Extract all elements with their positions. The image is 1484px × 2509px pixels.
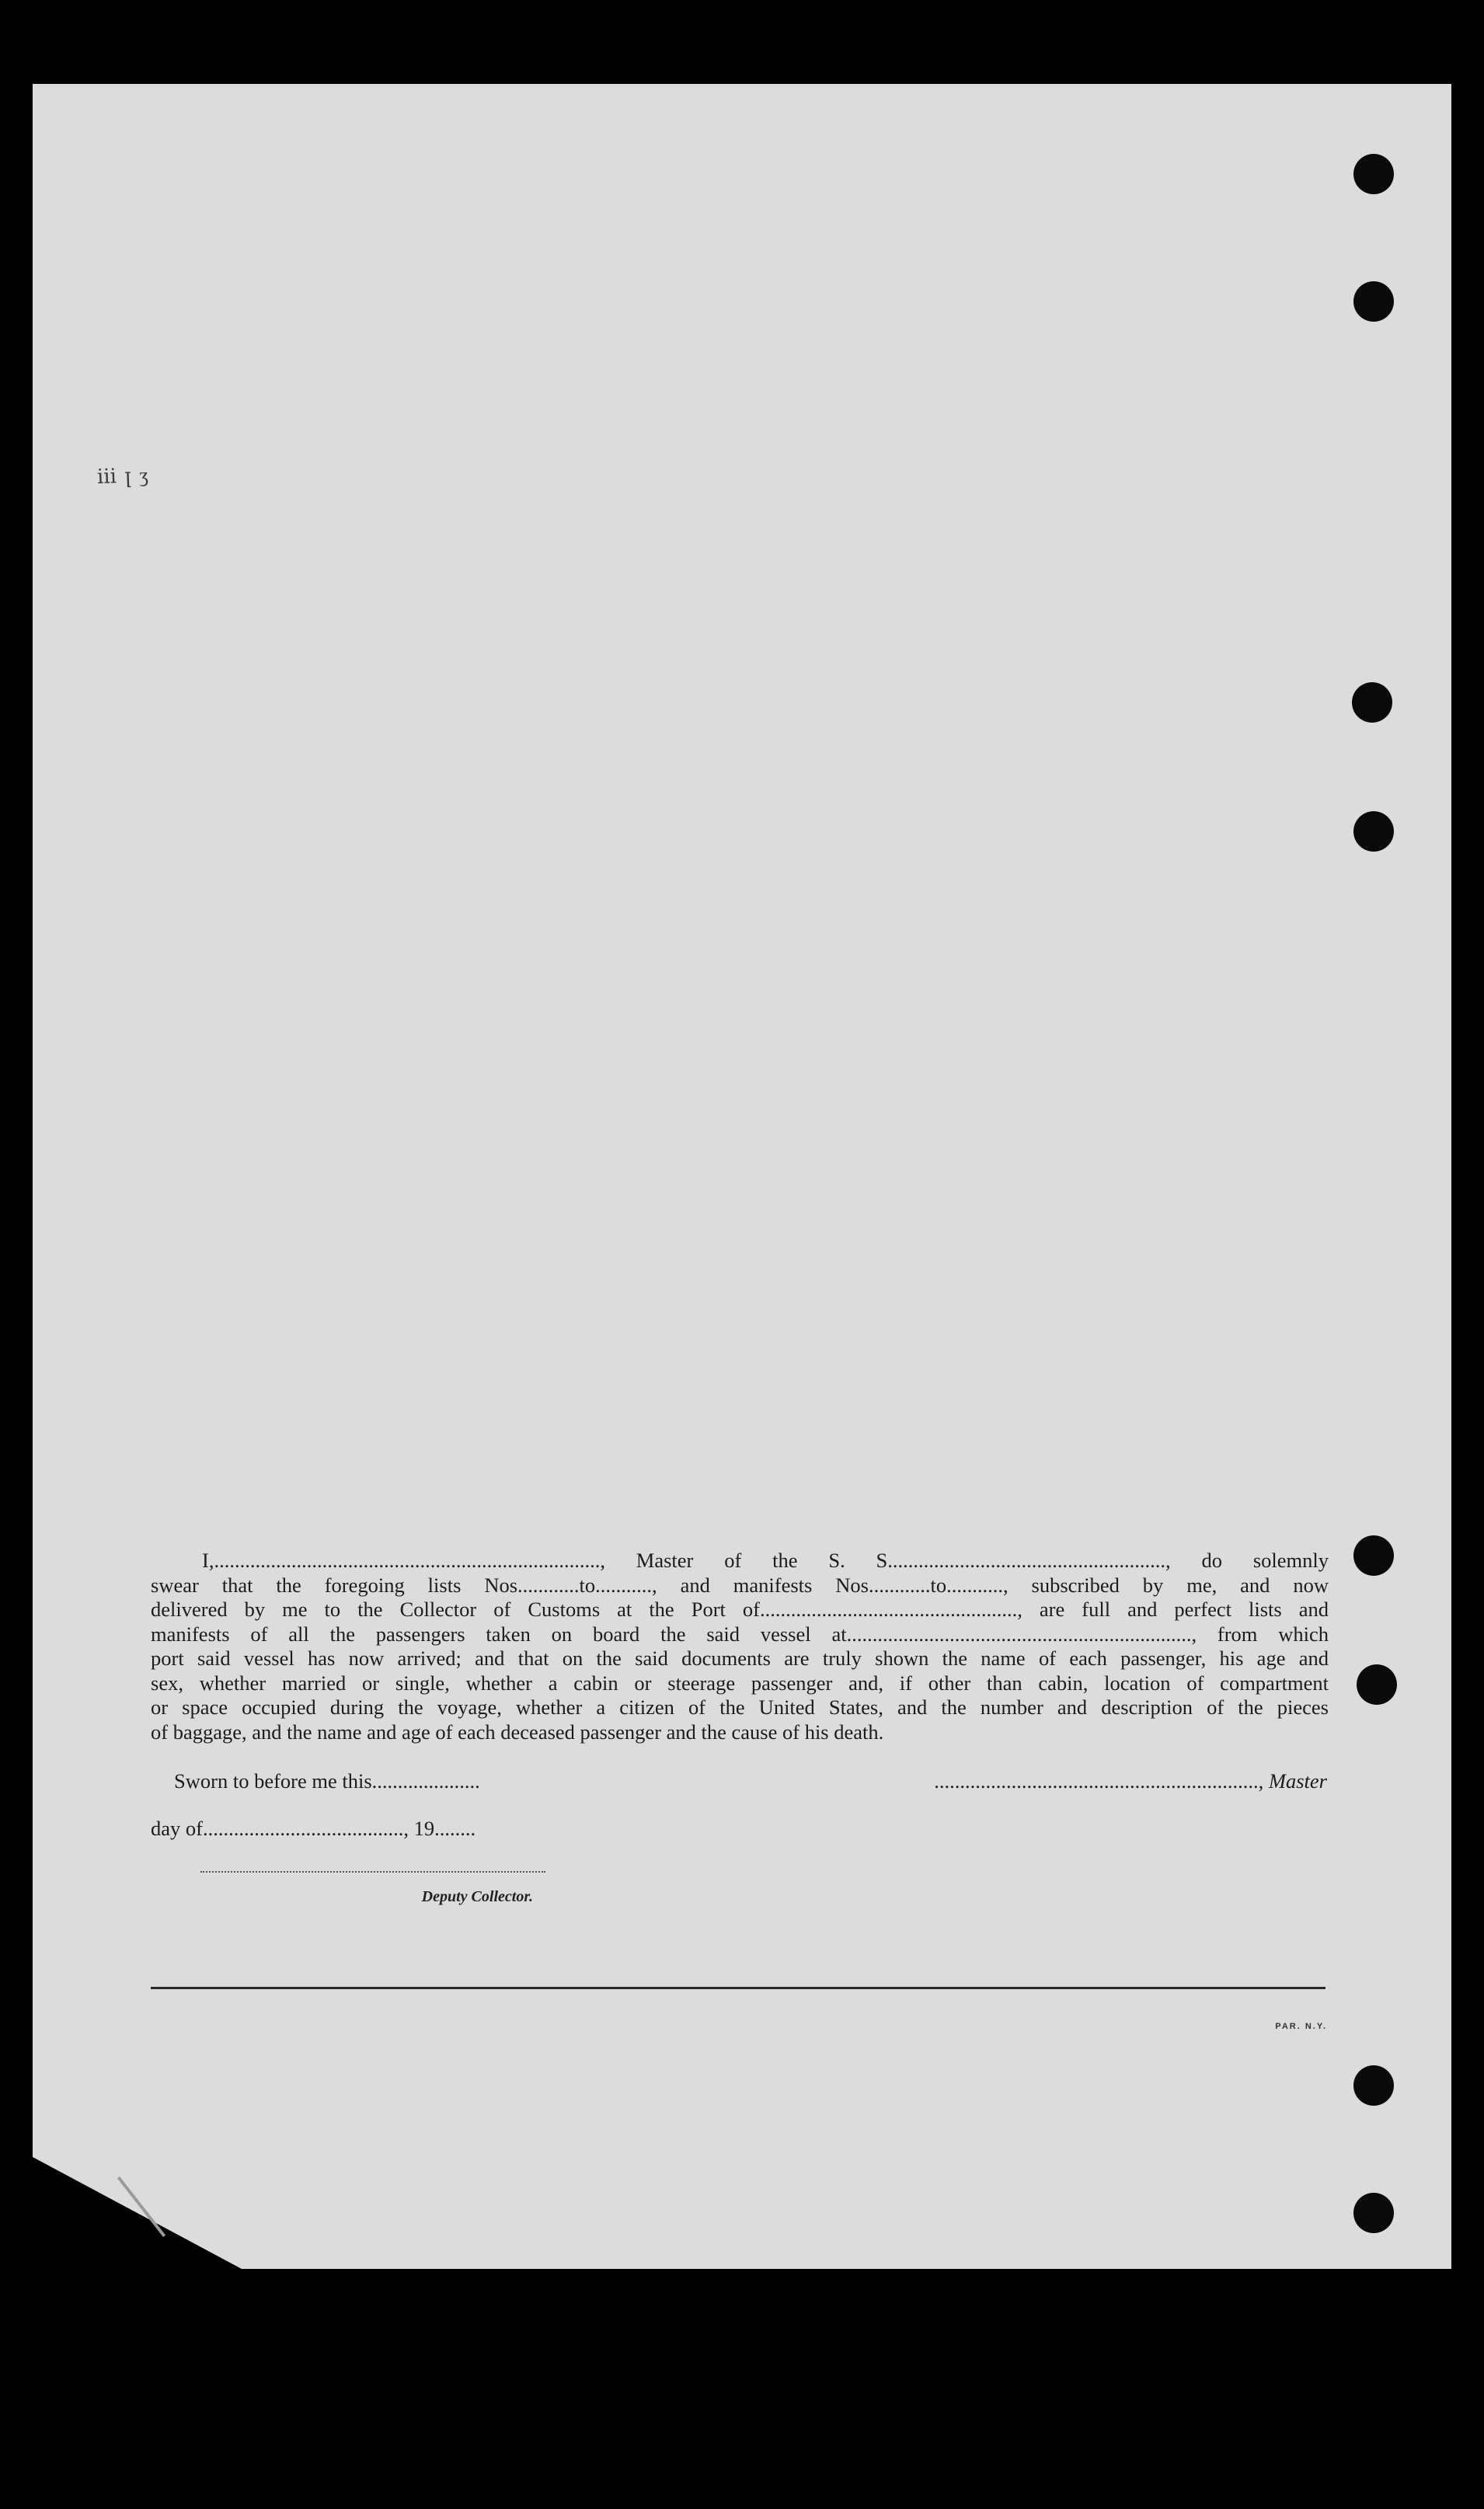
- oath-paragraph: [151, 1549, 1329, 1744]
- oath-line: sex, whether married or single, whether a cabin or steerage passenger and, if other than cabin, location of compartment: [151, 1671, 1329, 1695]
- margin-mark: ⅲ ꞁ ʒ: [96, 463, 151, 489]
- master-signature-dots: ...............................................................,: [934, 1769, 1269, 1793]
- punch-hole: [1353, 1535, 1394, 1576]
- oath-line: or space occupied during the voyage, whether a citizen of the United States, and the number and description of the pieces: [151, 1695, 1329, 1719]
- oath-line: I,..........................................................................., Master of the S. S......................................................, do solemnly: [202, 1549, 1329, 1572]
- oath-line: manifests of all the passengers taken on board the said vessel at..................................................................., from which: [151, 1622, 1329, 1646]
- master-signature-line: [844, 1769, 1327, 1793]
- printer-mark: PAR. N.Y.: [1275, 2022, 1327, 2031]
- oath-line: delivered by me to the Collector of Customs at the Port of.................................................., are full and perfect lists and: [151, 1598, 1329, 1621]
- punch-hole: [1352, 682, 1392, 723]
- punch-hole: [1353, 811, 1394, 852]
- deputy-collector-label: Deputy Collector.: [421, 1888, 533, 1905]
- punch-hole: [1353, 2065, 1394, 2106]
- punch-hole: [1353, 281, 1394, 322]
- oath-line: of baggage, and the name and age of each deceased passenger and the cause of his death.: [151, 1720, 884, 1744]
- oath-line: port said vessel has now arrived; and that on the said documents are truly shown the name of each passenger, his age and: [151, 1647, 1329, 1670]
- oath-line: swear that the foregoing lists Nos............to..........., and manifests Nos............to..........., subscribed by me, and now: [151, 1573, 1329, 1597]
- punch-hole: [1353, 154, 1394, 194]
- deputy-signature-line: [200, 1871, 545, 1873]
- document-page: [33, 84, 1451, 2269]
- punch-hole: [1353, 2193, 1394, 2233]
- sworn-line: Sworn to before me this.....................: [174, 1769, 480, 1793]
- horizontal-rule: [151, 1987, 1325, 1989]
- punch-hole: [1357, 1664, 1397, 1705]
- date-line: day of......................................., 19........: [151, 1817, 476, 1840]
- master-label: Master: [1268, 1769, 1327, 1793]
